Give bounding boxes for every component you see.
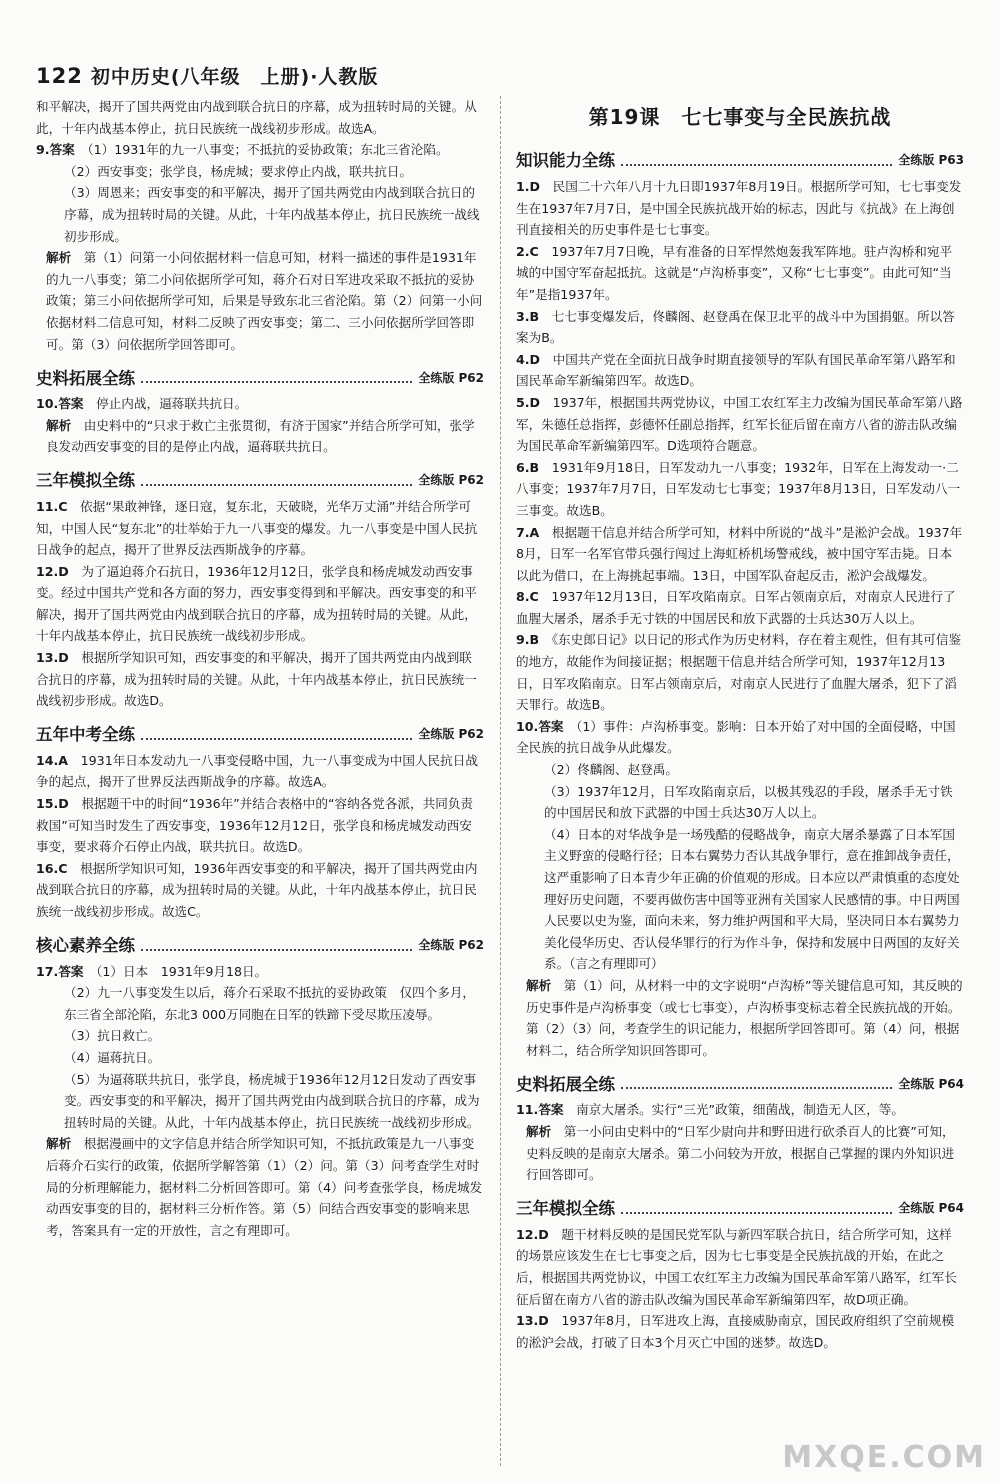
section-header: 核心素养全练 全练版 P62 [36,936,484,955]
question-12: 12.D 为了逼迫蒋介石抗日，1936年12月12日，张学良和杨虎城发动西安事变。经过中国共产党和各方面的努力，西安事变得到和平解决。西安事变的和平解决，揭开了国共两党由内战到联合抗日的序幕，成为扭转时局的关键。从此，十年内战基本停止，抗日民族统一战线初步形成。 [36,563,477,644]
section-header: 史料拓展全练 全练版 P62 [36,368,484,388]
right-column [516,96,964,1353]
question-5: 5.D 1937年，根据国共两党协议，中国工农红军主力改编为国民革命军第八路军，朱德任总指挥，彭德怀任副总指挥，红军长征后留在南方八省的游击队改编为国民革命军新编第四军。D选项符合题意。 [516,394,963,454]
question-11: 11.C 依据“果敢神锋，逐日寇，复东北，天破晓，光华万丈涌”并结合所学可知，中国人民“复东北”的壮举始于九一八事变的爆发。九一八事变是中国人民抗日战争的起点，揭开了世界反法西斯战争的序幕。 [36,498,478,558]
watermark-logo: MXQE.COM [782,1440,986,1475]
question-7: 7.A 根据题干信息并结合所学可知，材料中所说的“战斗”是淞沪会战。1937年8月，日军一名军官带兵强行闯过上海虹桥机场警戒线，被中国守军击毙。日本以此为借口，在上海挑起事端。13日，中国军队奋起反击，淞沪会战爆发。 [516,524,963,583]
intro-text: 和平解决，揭开了国共两党由内战到联合抗日的序幕，成为扭转时局的关键。从此，十年内战基本停止，抗日民族统一战线初步形成。故选A。 [36,99,477,136]
column-divider [500,96,501,1466]
question-13: 13.D 根据所学知识可知，西安事变的和平解决，揭开了国共两党由内战到联合抗日的序幕，成为扭转时局的关键。从此，十年内战基本停止，抗日民族统一战线初步形成。故选D。 [36,650,477,709]
lesson-title: 第19课 七七事变与全民族抗战 [588,105,892,129]
question-4: 4.D 中国共产党在全面抗日战争时期直接领导的军队有国民革命军第八路军和国民革命军新编第四军。故选D。 [516,351,956,389]
question-2: 2.C 1937年7月7日晚，早有准备的日军悍然炮轰我军阵地。驻卢沟桥和宛平城的中国守军奋起抵抗。这就是“卢沟桥事变”，又称“七七事变”。由此可知“当年”是指1937年。 [516,243,953,302]
question-10: 10.答案 停止内战，逼蒋联共抗日。 解析 由史料中的“只求于救亡主张贯彻，有济于国家”并结合所学可知，张学良发动西安事变的目的是停止内战，逼蒋联共抗日。 [36,396,475,455]
question-3: 3.B 七七事变爆发后，佟麟阁、赵登禹在保卫北平的战斗中为国捐躯。所以答案为B。 [516,308,955,346]
question-16: 16.C 根据所学知识可知，1936年西安事变的和平解决，揭开了国共两党由内战到联合抗日的序幕，成为扭转时局的关键。从此，十年内战基本停止，抗日民族统一战线初步形成。故选C。 [36,860,478,919]
question-12: 12.D 题干材料反映的是国民党军队与新四军联合抗日，结合所学可知，这样的场景应该发生在七七事变之后，因为七七事变是全民族抗战的开始，在此之后，根据国共两党协议，中国工农红军主力改编为国民革命军第八路军，红军长征后留在南方八省的游击队改编为国民革命军新编第四军，故D项正确。 [516,1226,957,1307]
question-17: 17.答案 （1）日本 1931年9月18日。 （2）九一八事变发生以后，蒋介石采取不抵抗的妥协政策 仅四个多月，东三省全部沦陷，东北3 000万同胞在日军的铁蹄下受尽欺压凌辱。 （3）抗日救亡。 （4）逼蒋抗日。 （5）为逼蒋联共抗日，张学良，杨虎城于1936年12月12日发动了西安事变。西安事变的和平解决，揭开了国共两党由内战到联合抗日的序幕，成为扭转时局的关键。从此，十年内战基本停止，抗日民族统一战线初步形成。 解析 根据漫画中的文字信息并结合所学知识可知，不抵抗政策是九一八事变后蒋介石实行的政策，依据所学解答第（1）（2）问。第（3）问考查学生对时局的分析理解能力，据材料二分析回答即可。第（4）问考查张学良，杨虎城发动西安事变的目的，据材料三分析作答。第（5）问结合西安事变的影响来思考，答案具有一定的开放性，言之有理即可。 [36,963,483,1238]
question-9: 9.答案 （1）1931年的九一八事变；不抵抗的妥协政策；东北三省沦陷。 （2）西安事变；张学良，杨虎城；要求停止内战，联共抗日。 （3）周恩来；西安事变的和平解决，揭开了国共两党由内战到联合抗日的序幕，成为扭转时局的关键。从此，十年内战基本停止，抗日民族统一战线初步形成。 解析 第（1）问第一小问依据材料一信息可知，材料一描述的事件是1931年的九一八事变；第二小问依据所学可知，蒋介石对日军进攻采取不抵抗的妥协政策；第三小问依据所学可知，后果是导致东北三省沦陷。第（2）问第一小问依据材料二信息可知，材料二反映了西安事变；第二、三小问依据所学回答即可。第（3）问依据所学回答即可。 [36,142,483,352]
section-header: 三年模拟全练 全练版 P62 [36,471,484,491]
page-header [36,62,378,89]
question-6: 6.B 1931年9月18日，日军发动九一八事变；1932年，日军在上海发动一·二八事变；1937年7月7日，日军发动七七事变；1937年8月13日，日军发动八一三事变。故选B。 [516,459,961,518]
page-number: 122 [36,64,83,88]
question-15: 15.D 根据题干中的时间“1936年”并结合表格中的“容纳各党各派，共同负责救国”可知当时发生了西安事变，1936年12月12日，张学良和杨虎城发动西安事变，要求蒋介石停止内战，联共抗日。故选D。 [36,796,474,855]
question-13: 13.D 1937年8月，日军进攻上海，直接威胁南京，国民政府组织了空前规模的淞沪会战，打破了日本3个月灭亡中国的迷梦。故选D。 [516,1313,955,1350]
book-title: 初中历史(八年级 上册)·人教版 [90,66,379,88]
question-9: 9.B 《东史郎日记》以日记的形式作为历史材料，存在着主观性，但有其可信鉴的地方，故能作为间接证据；根据题干信息并结合所学可知，1937年12月13日，日军攻陷南京。日军占领南京后，对南京人民进行了血腥大屠杀，犯下了滔天罪行。故选B。 [516,632,962,713]
left-column [36,96,484,1241]
section-header: 五年中考全练 全练版 P62 [36,725,484,745]
question-10: 10.答案 （1）事件：卢沟桥事变。影响：日本开始了对中国的全面侵略，中国全民族的抗日战争从此爆发。 （2）佟麟阁、赵登禹。 （3）1937年12月，日军攻陷南京后，以极其残忍的手段，屠杀手无寸铁的中国居民和放下武器的中国士兵达30万人以上。 （4）日本的对华战争是一场残酷的侵略战争，南京大屠杀暴露了日本军国主义野蛮的侵略行径；日本右翼势力否认其战争罪行，意在推卸战争责任，这严重影响了日本青少年正确的价值观的形成。日本应以严肃慎重的态度处理好历史问题，不要再做伤害中国等亚洲有关国家人民感情的事。中日两国人民要以史为鉴，面向未来，努力维护两国和平大局，坚决同日本右翼势力美化侵华历史、否认侵华罪行的行为作斗争，保持和发展中日两国的友好关系。（言之有理即可） 解析 第（1）问，从材料一中的文字说明“卢沟桥”等关键信息可知，其反映的历史事件是卢沟桥事变（或七七事变），卢沟桥事变标志着全民族抗战的开始。第（2）（3）问，考查学生的识记能力，根据所学回答即可。第（4）问，根据材料二，结合所学知识回答即可。 [516,718,963,1058]
question-1: 1.D 民国二十六年八月十九日即1937年8月19日。根据所学可知，七七事变发生在1937年7月7日，是中国全民族抗战开始的标志，因此与《抗战》在上海创刊直接相关的历史事件是七七事变。 [516,179,962,238]
question-11: 11.答案 南京大屠杀。实行“三光”政策，细菌战，制造无人区，等。 解析 第一小问由史料中的“日军少尉向井和野田进行砍杀百人的比赛”可知，史料反映的是南京大屠杀。第二小问较为开放，根据自己掌握的课内外知识进行回答即可。 [516,1102,955,1183]
section-header: 三年模拟全练 全练版 P64 [516,1199,964,1219]
section-header: 史料拓展全练 全练版 P64 [516,1074,964,1094]
question-8: 8.C 1937年12月13日，日军攻陷南京。日军占领南京后，对南京人民进行了血腥大屠杀，屠杀手无寸铁的中国居民和放下武器的士兵达30万人以上。 [516,589,956,626]
section-header: 知识能力全练 全练版 P63 [516,151,964,171]
question-14: 14.A 1931年日本发动九一八事变侵略中国，九一八事变成为中国人民抗日战争的起点，揭开了世界反法西斯战争的序幕。故选A。 [36,752,478,790]
